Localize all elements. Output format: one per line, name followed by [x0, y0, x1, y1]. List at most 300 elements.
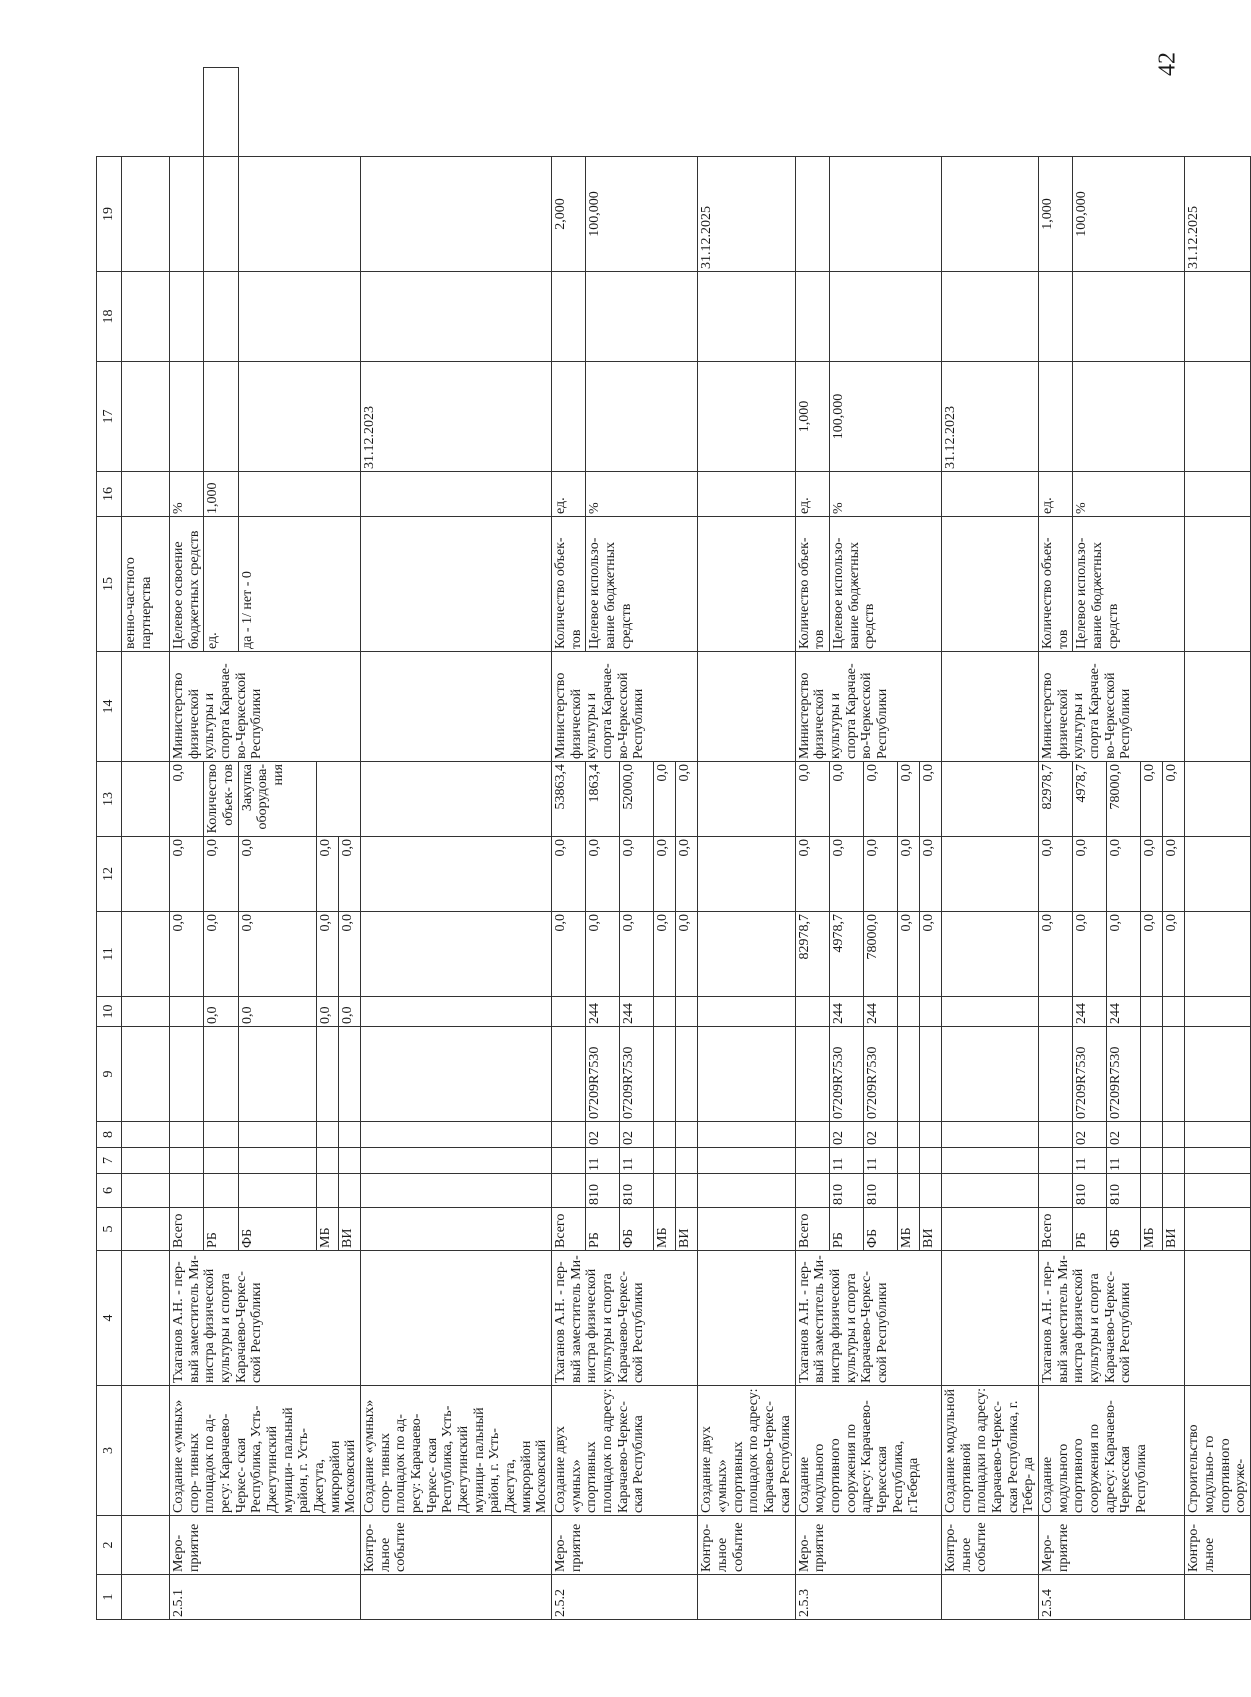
item-title: Создание «умных» спор- тивных площадок по ад- ресу: Карачаево-Черкес- ская Республика, Усть- Джегутинский муници- пальный район, г. Усть- Джегута, микрорайон Московский	[170, 1386, 361, 1516]
item-type: Меро- приятие	[552, 1516, 698, 1575]
table-cell	[552, 1122, 586, 1148]
responsible-person: Тхаганов А.Н. - пер- вый заместитель Ми- нистра физической культуры и спорта Карачаево-Черкес- ской Республики	[795, 1251, 941, 1386]
table-cell	[122, 1516, 170, 1575]
table-cell	[586, 272, 698, 362]
indicator-cell: ед.	[204, 517, 238, 652]
amount-cell: 0,0	[586, 912, 620, 997]
table-cell	[698, 1148, 795, 1174]
item-type: Меро- приятие	[170, 1516, 361, 1575]
unit-cell: %	[829, 472, 941, 517]
funding-source: ФБ	[238, 1208, 316, 1251]
amount-cell: 82978,7	[1038, 762, 1072, 837]
unit-cell: %	[170, 472, 204, 517]
column-header: 7	[97, 1148, 122, 1174]
table-cell	[698, 472, 795, 517]
table-cell	[238, 362, 360, 472]
table-cell	[941, 1027, 1038, 1122]
unit-cell	[238, 472, 360, 517]
item-number: 2.5.3	[795, 1575, 941, 1620]
deadline-cell: 31.12.2025	[1185, 157, 1251, 272]
amount-cell: 0,0	[238, 837, 316, 912]
table-cell	[1185, 912, 1251, 997]
amount-cell: 0,0	[1141, 837, 1163, 912]
ministry-cell: Министерство физической культуры и спорта Карачае- во-Черкесской Республики	[552, 652, 698, 762]
table-cell	[204, 68, 238, 157]
table-cell	[361, 1027, 552, 1122]
item-title: Создание двух «умных» спортивных площадок по адресу: Карачаево-Черкес- ская Республика	[698, 1386, 795, 1516]
amount-cell: 0,0	[238, 912, 316, 997]
column-header: 15	[97, 517, 122, 652]
table-cell	[698, 912, 795, 997]
table-cell	[1185, 1148, 1251, 1174]
amount-cell: 78000,0	[1107, 762, 1141, 837]
table-cell	[361, 157, 552, 272]
amount-cell: 0,0	[1073, 837, 1107, 912]
item-type: Меро- приятие	[1038, 1516, 1184, 1575]
table-cell	[654, 997, 676, 1027]
table-cell	[795, 1148, 829, 1174]
table-cell	[941, 272, 1038, 362]
kbk-cell: 07209R7530	[1107, 1027, 1141, 1122]
amount-cell: 0,0	[1073, 912, 1107, 997]
amount-cell: 0,0	[1163, 837, 1185, 912]
table-cell: 0,0	[339, 997, 361, 1027]
kbk-cell: 810	[620, 1174, 654, 1208]
table-cell	[676, 997, 698, 1027]
table-cell	[361, 1208, 552, 1251]
kbk-cell: 244	[620, 997, 654, 1027]
table-cell	[361, 472, 552, 517]
table-cell	[552, 997, 586, 1027]
table-cell	[795, 997, 829, 1027]
table-cell	[122, 652, 170, 762]
table-row	[552, 68, 586, 1620]
table-cell	[122, 1575, 170, 1620]
target-value-cell: 2,000	[552, 157, 586, 272]
table-cell	[941, 1208, 1038, 1251]
table-cell	[204, 1148, 238, 1174]
table-cell	[122, 1174, 170, 1208]
column-header: 6	[97, 1174, 122, 1208]
table-cell	[1163, 1148, 1185, 1174]
target-value-cell: 1,000	[1038, 157, 1072, 272]
table-cell	[1141, 997, 1163, 1027]
kbk-cell: 810	[829, 1174, 863, 1208]
table-cell	[238, 272, 360, 362]
amount-cell: 0,0	[795, 762, 829, 837]
table-cell	[1163, 1027, 1185, 1122]
item-title: Создание модульной спортивной площадки по адресу: Карачаево-Черкес- ская Республика, г. Тебер- да	[941, 1386, 1038, 1516]
table-cell	[317, 1174, 339, 1208]
item-title: Создание модульного спортивного сооружения по адресу: Карачаево- Черкесская Республика	[1038, 1386, 1184, 1516]
amount-cell: 0,0	[654, 837, 676, 912]
target-value-cell: 100,000	[829, 362, 941, 472]
table-cell	[1185, 362, 1251, 472]
table-cell	[1073, 362, 1185, 472]
table-cell: 0,0	[317, 997, 339, 1027]
table-cell	[829, 157, 941, 272]
table-cell	[1185, 997, 1251, 1027]
amount-cell: 0,0	[1163, 912, 1185, 997]
table-cell	[1185, 762, 1251, 837]
table-cell	[122, 837, 170, 912]
table-cell	[552, 1174, 586, 1208]
amount-cell: 0,0	[897, 762, 919, 837]
control-event-row	[1185, 68, 1251, 1620]
item-type: Контро- льное событие	[941, 1516, 1038, 1575]
table-cell	[1163, 997, 1185, 1027]
control-event-row	[698, 68, 795, 1620]
table-cell	[676, 1148, 698, 1174]
table-cell	[897, 1027, 919, 1122]
kbk-cell: 810	[863, 1174, 897, 1208]
table-cell	[795, 1174, 829, 1208]
table-cell	[1141, 1148, 1163, 1174]
table-row	[795, 68, 829, 1620]
amount-cell: 0,0	[339, 912, 361, 997]
table-cell	[170, 1174, 204, 1208]
table-cell	[897, 1122, 919, 1148]
kbk-cell: 11	[863, 1148, 897, 1174]
amount-cell: 0,0	[897, 837, 919, 912]
column-header: 10	[97, 997, 122, 1027]
table-cell	[238, 1148, 316, 1174]
item-type: Контро- льное событие	[698, 1516, 795, 1575]
table-cell	[1038, 1122, 1072, 1148]
amount-cell: 0,0	[829, 837, 863, 912]
table-cell	[122, 362, 170, 472]
funding-source: ФБ	[863, 1208, 897, 1251]
table-cell	[122, 1122, 170, 1148]
item-title: Создание «умных» спор- тивных площадок по ад- ресу: Карачаево-Черкес- ская Республика, Усть- Джегутинский муници- пальный район, г. Усть- Джегута, микрорайон Московский	[361, 1386, 552, 1516]
table-cell	[361, 1174, 552, 1208]
table-cell	[170, 157, 204, 272]
amount-cell: 0,0	[919, 912, 941, 997]
indicator-cell: Целевое освоение бюджетных средств	[170, 517, 204, 652]
table-cell	[170, 1148, 204, 1174]
funding-source: Всего	[1038, 1208, 1072, 1251]
table-cell	[1141, 1174, 1163, 1208]
column-header: 19	[97, 157, 122, 272]
table-cell	[204, 272, 238, 362]
item-title: Создание модульного спортивного сооружения по адресу: Карачаево- Черкесская Республика, г.Теберда	[795, 1386, 941, 1516]
kbk-cell: 810	[586, 1174, 620, 1208]
amount-cell: 0,0	[170, 837, 204, 912]
target-value-cell: 100,000	[586, 157, 698, 272]
table-cell	[698, 517, 795, 652]
kbk-cell: 11	[829, 1148, 863, 1174]
table-cell	[552, 362, 586, 472]
column-header: 2	[97, 1516, 122, 1575]
amount-cell: Закупка оборудова- ния	[238, 762, 316, 837]
table-cell	[1185, 1208, 1251, 1251]
unit-cell: %	[1073, 472, 1185, 517]
indicator-cell: да - 1/ нет - 0	[238, 517, 360, 652]
table-cell	[698, 997, 795, 1027]
item-number	[941, 1575, 1038, 1620]
item-number: 2.5.2	[552, 1575, 698, 1620]
table-cell	[698, 762, 795, 837]
kbk-cell: 02	[620, 1122, 654, 1148]
table-cell	[170, 1122, 204, 1148]
amount-cell: 0,0	[829, 762, 863, 837]
funding-source: ВИ	[919, 1208, 941, 1251]
kbk-cell: 07209R7530	[863, 1027, 897, 1122]
table-cell	[919, 1027, 941, 1122]
table-cell: 0,0	[204, 997, 238, 1027]
table-cell	[170, 997, 204, 1027]
table-cell	[941, 652, 1038, 762]
kbk-cell: 11	[586, 1148, 620, 1174]
amount-cell: 0,0	[1038, 837, 1072, 912]
column-header: 17	[97, 362, 122, 472]
table-cell	[941, 997, 1038, 1027]
table-cell	[339, 1027, 361, 1122]
deadline-cell: 31.12.2025	[698, 157, 795, 272]
table-cell	[1141, 1122, 1163, 1148]
table-cell	[897, 1148, 919, 1174]
column-header: 3	[97, 1386, 122, 1516]
kbk-cell: 11	[1107, 1148, 1141, 1174]
table-cell	[122, 997, 170, 1027]
amount-cell: 0,0	[676, 912, 698, 997]
table-cell: 0,0	[238, 997, 316, 1027]
kbk-cell: 244	[863, 997, 897, 1027]
table-cell	[698, 652, 795, 762]
amount-cell: 0,0	[317, 837, 339, 912]
funding-source: РБ	[586, 1208, 620, 1251]
amount-cell: 0,0	[204, 837, 238, 912]
indicator-cell: Целевое использо- вание бюджетных средств	[829, 517, 941, 652]
table-cell	[941, 1174, 1038, 1208]
item-type: Меро- приятие	[795, 1516, 941, 1575]
table-cell	[1185, 1027, 1251, 1122]
amount-cell: 0,0	[676, 837, 698, 912]
column-number-row	[97, 68, 122, 1620]
funding-source: МБ	[1141, 1208, 1163, 1251]
table-cell	[795, 1027, 829, 1122]
column-header: 9	[97, 1027, 122, 1122]
table-cell	[1185, 472, 1251, 517]
funding-source: Всего	[170, 1208, 204, 1251]
amount-cell: 4978,7	[1073, 762, 1107, 837]
table-cell	[339, 1122, 361, 1148]
amount-cell: 0,0	[897, 912, 919, 997]
kbk-cell: 810	[1073, 1174, 1107, 1208]
indicator-cell: Целевое использо- вание бюджетных средств	[586, 517, 698, 652]
table-cell	[122, 1208, 170, 1251]
table-cell	[676, 1027, 698, 1122]
table-cell	[941, 1251, 1038, 1386]
item-title: Создание двух «умных» спортивных площадок по адресу: Карачаево-Черкес- ская Республика	[552, 1386, 698, 1516]
table-cell	[654, 1174, 676, 1208]
table-cell	[122, 157, 170, 272]
table-cell	[1185, 1174, 1251, 1208]
table-cell	[829, 272, 941, 362]
amount-cell: 0,0	[1107, 912, 1141, 997]
table-cell	[676, 1174, 698, 1208]
funding-source: РБ	[1073, 1208, 1107, 1251]
table-cell	[698, 1208, 795, 1251]
table-cell	[941, 157, 1038, 272]
funding-source: Всего	[795, 1208, 829, 1251]
table-cell	[698, 1122, 795, 1148]
funding-source: МБ	[897, 1208, 919, 1251]
target-value-cell: 100,000	[1073, 157, 1185, 272]
table-cell	[1038, 1027, 1072, 1122]
kbk-cell: 244	[1073, 997, 1107, 1027]
kbk-cell: 07209R7530	[829, 1027, 863, 1122]
indicator-cell: Количество объек- тов	[795, 517, 829, 652]
amount-cell: 4978,7	[829, 912, 863, 997]
table-row	[170, 68, 204, 1620]
table-cell	[1038, 362, 1072, 472]
amount-cell: 1863,4	[586, 762, 620, 837]
table-cell	[317, 1027, 339, 1122]
indicator-cell: Количество объек- тов	[552, 517, 586, 652]
kbk-cell: 244	[1107, 997, 1141, 1027]
column-header: 5	[97, 1208, 122, 1251]
kbk-cell: 07209R7530	[620, 1027, 654, 1122]
kbk-cell: 810	[1107, 1174, 1141, 1208]
funding-source: ВИ	[676, 1208, 698, 1251]
column-header: 11	[97, 912, 122, 997]
table-cell	[361, 517, 552, 652]
item-number	[361, 1575, 552, 1620]
table-cell	[654, 1122, 676, 1148]
table-cell	[698, 1251, 795, 1386]
kbk-cell: 02	[829, 1122, 863, 1148]
table-cell	[361, 837, 552, 912]
amount-cell: 0,0	[654, 762, 676, 837]
table-cell	[204, 1027, 238, 1122]
responsible-person: Тхаганов А.Н. - пер- вый заместитель Ми- нистра физической культуры и спорта Карачаево-Черкес- ской Республики	[1038, 1251, 1184, 1386]
table-cell	[1185, 837, 1251, 912]
funding-source: ФБ	[620, 1208, 654, 1251]
table-cell	[122, 272, 170, 362]
funding-source: МБ	[317, 1208, 339, 1251]
table-cell	[122, 1251, 170, 1386]
table-cell	[941, 762, 1038, 837]
item-type: Контро- льное	[1185, 1516, 1251, 1575]
kbk-cell: 07209R7530	[1073, 1027, 1107, 1122]
table-cell	[698, 1174, 795, 1208]
amount-cell: 0,0	[204, 912, 238, 997]
amount-cell: 0,0	[1163, 762, 1185, 837]
table-cell	[1038, 272, 1072, 362]
kbk-cell: 02	[1073, 1122, 1107, 1148]
amount-cell: 0,0	[339, 837, 361, 912]
column-header: 12	[97, 837, 122, 912]
table-cell	[170, 362, 204, 472]
table-cell	[919, 1148, 941, 1174]
amount-cell: 0,0	[676, 762, 698, 837]
column-header: 18	[97, 272, 122, 362]
amount-cell: 78000,0	[863, 912, 897, 997]
ministry-cell: Министерство физической культуры и спорта Карачае- во-Черкесской Республики	[1038, 652, 1184, 762]
unit-cell: ед.	[552, 472, 586, 517]
item-number: 2.5.1	[170, 1575, 361, 1620]
unit-cell: 1,000	[204, 472, 238, 517]
table-cell	[795, 272, 829, 362]
table-row	[1038, 68, 1072, 1620]
table-cell	[552, 1027, 586, 1122]
table-cell	[795, 157, 829, 272]
kbk-cell: 02	[1107, 1122, 1141, 1148]
item-type: Контро- льное событие	[361, 1516, 552, 1575]
table-cell	[361, 272, 552, 362]
table-cell	[941, 517, 1038, 652]
amount-cell: 0,0	[863, 762, 897, 837]
funding-source: ФБ	[1107, 1208, 1141, 1251]
table-cell	[654, 1148, 676, 1174]
amount-cell: 53863,4	[552, 762, 586, 837]
table-cell	[122, 1386, 170, 1516]
table-cell	[586, 362, 698, 472]
table-cell: венно-частного партнерства	[122, 517, 170, 652]
rotated-table-container	[96, 67, 1249, 1620]
ministry-cell: Министерство физической культуры и спорта Карачае- во-Черкесской Республики	[795, 652, 941, 762]
kbk-cell: 02	[863, 1122, 897, 1148]
funding-source: ВИ	[339, 1208, 361, 1251]
amount-cell: 0,0	[170, 912, 204, 997]
table-cell	[361, 762, 552, 837]
funding-source: ВИ	[1163, 1208, 1185, 1251]
amount-cell: 0,0	[1107, 837, 1141, 912]
funding-source: РБ	[204, 1208, 238, 1251]
kbk-cell: 07209R7530	[586, 1027, 620, 1122]
column-header: 1	[97, 1575, 122, 1620]
column-header: 4	[97, 1251, 122, 1386]
ministry-cell: Министерство физической культуры и спорта Карачае- во-Черкесской Республики	[170, 652, 361, 762]
column-header: 8	[97, 1122, 122, 1148]
column-header: 14	[97, 652, 122, 762]
amount-cell: 0,0	[654, 912, 676, 997]
funding-source: РБ	[829, 1208, 863, 1251]
table-cell	[941, 837, 1038, 912]
responsible-person: Тхаганов А.Н. - пер- вый заместитель Ми- нистра физической культуры и спорта Карачаево-Черкес- ской Республики	[170, 1251, 361, 1386]
table-cell	[1073, 272, 1185, 362]
program-measures-table	[96, 67, 1251, 1620]
table-cell	[941, 1122, 1038, 1148]
unit-cell: %	[586, 472, 698, 517]
kbk-cell: 244	[829, 997, 863, 1027]
table-cell	[238, 1027, 316, 1122]
amount-cell: Количество объек- тов	[204, 762, 238, 837]
table-cell	[122, 1148, 170, 1174]
table-cell	[919, 1174, 941, 1208]
table-cell	[1185, 1251, 1251, 1386]
table-cell	[238, 1122, 316, 1148]
item-number: 2.5.4	[1038, 1575, 1184, 1620]
table-cell	[317, 1148, 339, 1174]
table-cell	[238, 157, 360, 272]
table-cell	[941, 912, 1038, 997]
table-cell	[361, 1251, 552, 1386]
table-cell	[552, 1148, 586, 1174]
table-cell	[204, 362, 238, 472]
table-cell	[698, 1027, 795, 1122]
table-cell	[654, 1027, 676, 1122]
table-cell	[339, 1148, 361, 1174]
target-value-cell: 1,000	[795, 362, 829, 472]
indicator-cell: Целевое использо- вание бюджетных средств	[1073, 517, 1185, 652]
table-cell	[1185, 1122, 1251, 1148]
table-cell	[361, 997, 552, 1027]
responsible-person: Тхаганов А.Н. - пер- вый заместитель Ми- нистра физической культуры и спорта Карачаево-Черкес- ской Республики	[552, 1251, 698, 1386]
item-number	[698, 1575, 795, 1620]
deadline-cell: 31.12.2023	[361, 362, 552, 472]
